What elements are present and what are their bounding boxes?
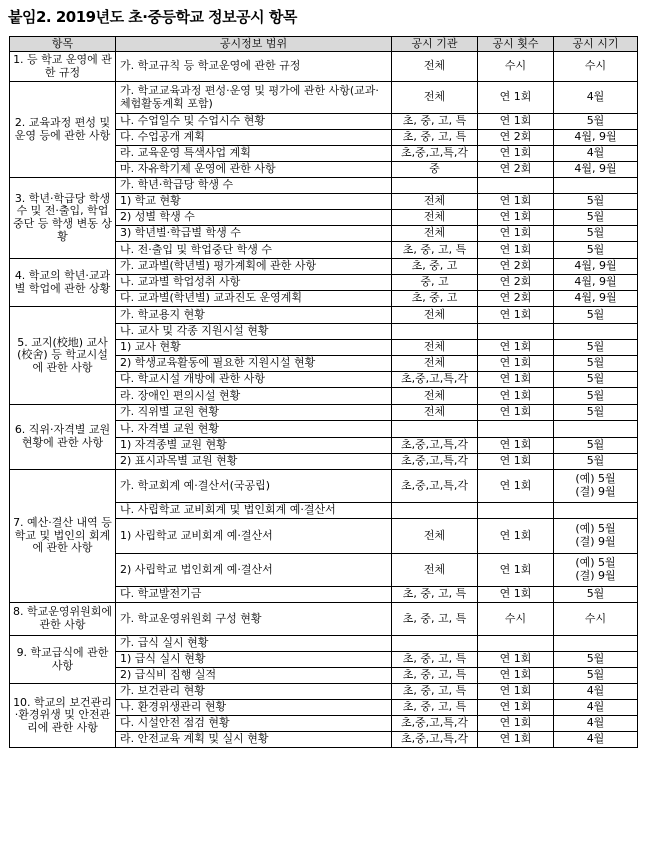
timing-cell: 5월 [554, 340, 638, 356]
agency-cell [392, 636, 478, 652]
category-cell: 5. 교지(校地) 교사(校舍) 등 학교시설에 관한 사항 [10, 307, 116, 405]
range-cell: 1) 교사 현황 [116, 340, 392, 356]
range-cell: 가. 학년·학급당 학생 수 [116, 178, 392, 194]
timing-cell: 수시 [554, 52, 638, 82]
agency-cell: 초, 중, 고, 특 [392, 652, 478, 668]
range-cell: 나. 자격별 교원 현황 [116, 421, 392, 438]
range-cell: 가. 직위별 교원 현황 [116, 405, 392, 421]
agency-cell: 초,중,고,특,각 [392, 438, 478, 454]
range-cell: 2) 성별 학생 수 [116, 210, 392, 226]
timing-cell [554, 503, 638, 519]
range-cell: 다. 수업공개 계획 [116, 130, 392, 146]
header-row [10, 37, 638, 52]
frequency-cell: 연 1회 [478, 652, 554, 668]
timing-cell: 5월 [554, 652, 638, 668]
timing-cell: 4월 [554, 684, 638, 700]
timing-cell: 5월 [554, 194, 638, 210]
frequency-cell: 연 2회 [478, 259, 554, 275]
range-cell: 라. 교육운영 특색사업 계획 [116, 146, 392, 162]
table-row [10, 307, 638, 324]
timing-cell: 5월 [554, 587, 638, 603]
timing-cell [554, 324, 638, 340]
frequency-cell: 연 2회 [478, 130, 554, 146]
frequency-cell [478, 324, 554, 340]
range-cell: 나. 교사 및 각종 지원시설 현황 [116, 324, 392, 340]
range-cell: 다. 시설안전 점검 현황 [116, 716, 392, 732]
agency-cell: 초,중,고,특,각 [392, 146, 478, 162]
timing-cell: (예) 5월 (결) 9월 [554, 519, 638, 554]
timing-cell: 5월 [554, 210, 638, 226]
timing-cell: 5월 [554, 226, 638, 242]
timing-cell: 5월 [554, 114, 638, 130]
agency-cell: 전체 [392, 388, 478, 405]
timing-cell: 5월 [554, 307, 638, 324]
timing-cell: 4월, 9월 [554, 275, 638, 291]
agency-cell [392, 324, 478, 340]
timing-cell: 4월 [554, 700, 638, 716]
range-cell: 라. 안전교육 계획 및 실시 현황 [116, 732, 392, 748]
header-timing: 공시 시기 [554, 37, 638, 52]
document-title: 붙임2. 2019년도 초·중등학교 정보공시 항목 [8, 8, 297, 26]
category-cell: 3. 학년·학급당 학생수 및 전·출입, 학업중단 등 학생 변동 상황 [10, 178, 116, 259]
header-range: 공시정보 범위 [116, 37, 392, 52]
header-item: 항목 [10, 37, 116, 52]
table-row [10, 405, 638, 421]
header-frequency: 공시 횟수 [478, 37, 554, 52]
agency-cell: 중, 고 [392, 275, 478, 291]
agency-cell: 초,중,고,특,각 [392, 470, 478, 503]
agency-cell [392, 178, 478, 194]
table-row [10, 684, 638, 700]
timing-cell: 4월 [554, 732, 638, 748]
agency-cell: 초,중,고,특,각 [392, 732, 478, 748]
timing-cell [554, 636, 638, 652]
category-cell: 1. 등 학교 운영에 관한 규정 [10, 52, 116, 82]
frequency-cell [478, 503, 554, 519]
frequency-cell: 연 2회 [478, 291, 554, 307]
timing-cell: (예) 5월 (결) 9월 [554, 554, 638, 587]
range-cell: 가. 학교운영위원회 구성 현황 [116, 603, 392, 636]
range-cell: 2) 급식비 집행 실적 [116, 668, 392, 684]
agency-cell: 전체 [392, 52, 478, 82]
agency-cell: 전체 [392, 226, 478, 242]
range-cell: 나. 사립학교 교비회계 및 법인회계 예·결산서 [116, 503, 392, 519]
frequency-cell: 연 1회 [478, 732, 554, 748]
frequency-cell: 연 1회 [478, 340, 554, 356]
agency-cell: 초, 중, 고, 특 [392, 603, 478, 636]
table-row [10, 82, 638, 114]
frequency-cell: 연 1회 [478, 82, 554, 114]
agency-cell: 초, 중, 고, 특 [392, 130, 478, 146]
frequency-cell: 연 1회 [478, 668, 554, 684]
frequency-cell: 연 1회 [478, 226, 554, 242]
agency-cell: 전체 [392, 307, 478, 324]
timing-cell: 5월 [554, 438, 638, 454]
agency-cell [392, 503, 478, 519]
frequency-cell: 연 1회 [478, 470, 554, 503]
timing-cell: 5월 [554, 668, 638, 684]
frequency-cell: 연 1회 [478, 307, 554, 324]
agency-cell: 전체 [392, 340, 478, 356]
timing-cell: 4월, 9월 [554, 259, 638, 275]
range-cell: 2) 사립학교 법인회계 예·결산서 [116, 554, 392, 587]
timing-cell: 5월 [554, 405, 638, 421]
frequency-cell: 연 1회 [478, 210, 554, 226]
agency-cell: 초,중,고,특,각 [392, 716, 478, 732]
range-cell: 나. 환경위생관리 현황 [116, 700, 392, 716]
frequency-cell: 연 1회 [478, 716, 554, 732]
frequency-cell: 연 1회 [478, 554, 554, 587]
frequency-cell: 연 1회 [478, 700, 554, 716]
range-cell: 2) 표시과목별 교원 현황 [116, 454, 392, 470]
table-row [10, 259, 638, 275]
agency-cell: 초, 중, 고 [392, 291, 478, 307]
frequency-cell: 연 1회 [478, 242, 554, 259]
agency-cell: 중 [392, 162, 478, 178]
range-cell: 가. 학교규칙 등 학교운영에 관한 규정 [116, 52, 392, 82]
category-cell: 2. 교육과정 편성 및 운영 등에 관한 사항 [10, 82, 116, 178]
agency-cell: 전체 [392, 405, 478, 421]
range-cell: 라. 장애인 편의시설 현황 [116, 388, 392, 405]
agency-cell: 초, 중, 고, 특 [392, 684, 478, 700]
table-row [10, 636, 638, 652]
agency-cell: 전체 [392, 554, 478, 587]
category-cell: 7. 예산·결산 내역 등 학교 및 법인의 회계에 관한 사항 [10, 470, 116, 603]
timing-cell: 4월, 9월 [554, 291, 638, 307]
range-cell: 가. 교과별(학년별) 평가계획에 관한 사항 [116, 259, 392, 275]
timing-cell: 4월, 9월 [554, 162, 638, 178]
range-cell: 다. 학교발전기금 [116, 587, 392, 603]
range-cell: 다. 학교시설 개방에 관한 사항 [116, 372, 392, 388]
frequency-cell: 연 1회 [478, 405, 554, 421]
range-cell: 가. 학교회계 예·결산서(국공립) [116, 470, 392, 503]
timing-cell: 5월 [554, 454, 638, 470]
timing-cell: (예) 5월 (결) 9월 [554, 470, 638, 503]
category-cell: 8. 학교운영위원회에 관한 사항 [10, 603, 116, 636]
timing-cell: 5월 [554, 388, 638, 405]
frequency-cell: 연 1회 [478, 684, 554, 700]
agency-cell: 전체 [392, 210, 478, 226]
agency-cell: 초, 중, 고, 특 [392, 587, 478, 603]
header-agency: 공시 기관 [392, 37, 478, 52]
category-cell: 10. 학교의 보건관리·환경위생 및 안전관리에 관한 사항 [10, 684, 116, 748]
timing-cell: 4월 [554, 82, 638, 114]
category-cell: 9. 학교급식에 관한 사항 [10, 636, 116, 684]
agency-cell: 초, 중, 고 [392, 259, 478, 275]
range-cell: 1) 자격종별 교원 현황 [116, 438, 392, 454]
range-cell: 가. 보건관리 현황 [116, 684, 392, 700]
table-row [10, 178, 638, 194]
range-cell: 다. 교과별(학년별) 교과진도 운영계획 [116, 291, 392, 307]
table-row [10, 52, 638, 82]
frequency-cell: 연 2회 [478, 275, 554, 291]
range-cell: 나. 수업일수 및 수업시수 현황 [116, 114, 392, 130]
category-cell: 6. 직위·자격별 교원 현황에 관한 사항 [10, 405, 116, 470]
frequency-cell [478, 636, 554, 652]
timing-cell: 수시 [554, 603, 638, 636]
range-cell: 3) 학년별·학급별 학생 수 [116, 226, 392, 242]
frequency-cell: 연 1회 [478, 146, 554, 162]
range-cell: 나. 교과별 학업성취 사항 [116, 275, 392, 291]
range-cell: 1) 급식 실시 현황 [116, 652, 392, 668]
frequency-cell: 연 1회 [478, 114, 554, 130]
agency-cell: 초, 중, 고, 특 [392, 242, 478, 259]
disclosure-items-table [9, 36, 638, 748]
agency-cell: 초,중,고,특,각 [392, 372, 478, 388]
frequency-cell [478, 421, 554, 438]
frequency-cell: 연 1회 [478, 438, 554, 454]
agency-cell: 초, 중, 고, 특 [392, 700, 478, 716]
table-row [10, 470, 638, 503]
range-cell: 1) 사립학교 교비회계 예·결산서 [116, 519, 392, 554]
frequency-cell: 수시 [478, 52, 554, 82]
frequency-cell: 연 1회 [478, 587, 554, 603]
range-cell: 1) 학교 현황 [116, 194, 392, 210]
agency-cell: 전체 [392, 519, 478, 554]
frequency-cell: 연 1회 [478, 194, 554, 210]
range-cell: 나. 전·출입 및 학업중단 학생 수 [116, 242, 392, 259]
timing-cell: 5월 [554, 372, 638, 388]
agency-cell: 전체 [392, 356, 478, 372]
agency-cell: 초,중,고,특,각 [392, 454, 478, 470]
frequency-cell [478, 178, 554, 194]
agency-cell: 초, 중, 고, 특 [392, 668, 478, 684]
frequency-cell: 연 2회 [478, 162, 554, 178]
category-cell: 4. 학교의 학년·교과별 학업에 관한 상황 [10, 259, 116, 307]
timing-cell: 5월 [554, 242, 638, 259]
timing-cell [554, 178, 638, 194]
range-cell: 마. 자유학기제 운영에 관한 사항 [116, 162, 392, 178]
timing-cell: 4월 [554, 716, 638, 732]
frequency-cell: 연 1회 [478, 388, 554, 405]
range-cell: 2) 학생교육활동에 필요한 지원시설 현황 [116, 356, 392, 372]
frequency-cell: 연 1회 [478, 372, 554, 388]
frequency-cell: 연 1회 [478, 454, 554, 470]
agency-cell: 전체 [392, 82, 478, 114]
frequency-cell: 연 1회 [478, 356, 554, 372]
timing-cell: 4월, 9월 [554, 130, 638, 146]
range-cell: 가. 학교용지 현황 [116, 307, 392, 324]
agency-cell: 초, 중, 고, 특 [392, 114, 478, 130]
range-cell: 가. 학교교육과정 편성·운영 및 평가에 관한 사항(교과·체험활동계획 포함) [116, 82, 392, 114]
frequency-cell: 연 1회 [478, 519, 554, 554]
timing-cell: 4월 [554, 146, 638, 162]
agency-cell: 전체 [392, 194, 478, 210]
timing-cell [554, 421, 638, 438]
frequency-cell: 수시 [478, 603, 554, 636]
table-row [10, 603, 638, 636]
agency-cell [392, 421, 478, 438]
timing-cell: 5월 [554, 356, 638, 372]
range-cell: 가. 급식 실시 현황 [116, 636, 392, 652]
